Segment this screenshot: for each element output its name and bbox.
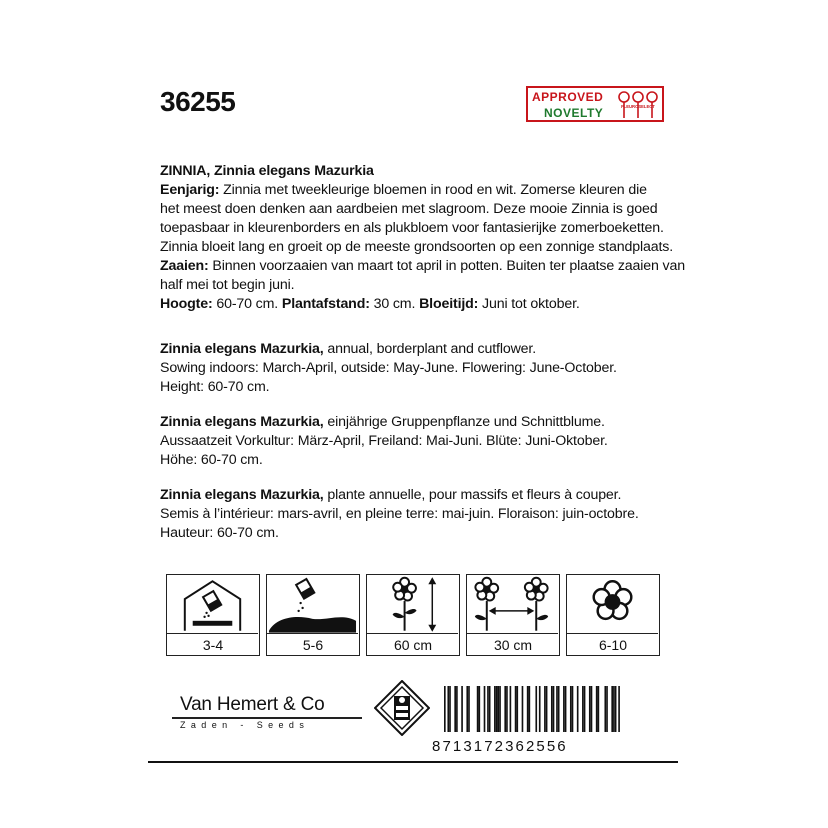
dutch-line-2: het meest doen denken aan aardbeien met slagroom. Deze mooie Zinnia is goed <box>160 201 658 217</box>
barcode-bar <box>572 686 574 732</box>
german-line-1: einjährige Gruppenpflanze und Schnittblume. <box>323 414 605 430</box>
barcode-bar <box>484 686 486 732</box>
french-line-1: plante annuelle, pour massifs et fleurs à couper. <box>323 487 622 503</box>
barcode-bar <box>584 686 586 732</box>
dutch-line-6: half mei tot begin juni. <box>160 277 295 293</box>
outdoor-sowing-icon <box>267 575 358 634</box>
barcode-bar <box>570 686 572 732</box>
german-name: Zinnia elegans Mazurkia, <box>160 414 324 430</box>
barcode-bar <box>582 686 584 732</box>
german-line-2: Aussaatzeit Vorkultur: März-April, Freiland: Mai-Juni. Blüte: Juni-Oktober. <box>160 433 608 449</box>
barcode-bar <box>551 686 553 732</box>
dutch-spacing-label: Plantafstand: <box>281 296 370 312</box>
barcode-bar <box>487 686 489 732</box>
barcode-bar <box>529 686 531 732</box>
barcode-bar <box>447 686 449 732</box>
badge-approved-text: APPROVED <box>532 90 604 104</box>
article-number: 36255 <box>160 86 236 117</box>
barcode-bar <box>535 686 537 732</box>
barcode-bar <box>456 686 458 732</box>
brand-divider <box>172 717 362 719</box>
approved-novelty-badge <box>526 86 664 122</box>
indoor-sowing-label: 3-4 <box>202 637 224 653</box>
outdoor-sowing-box <box>266 574 360 656</box>
barcode-bar <box>618 686 620 732</box>
flowering-box <box>566 574 660 656</box>
brand-logo <box>168 690 366 732</box>
barcode-digits: 8713172362556 <box>432 738 568 755</box>
growing-info-icons <box>166 574 662 656</box>
certification-diamond-icon <box>374 680 430 736</box>
barcode-bar <box>489 686 491 732</box>
barcode-bar <box>479 686 481 732</box>
barcode-bar <box>553 686 555 732</box>
barcode-bar <box>494 686 496 732</box>
dutch-sowing-label: Zaaien: <box>160 258 209 274</box>
dutch-spacing-value: 30 cm. <box>369 296 420 312</box>
barcode-bar <box>477 686 479 732</box>
barcode-bar <box>515 686 517 732</box>
barcode-bar <box>558 686 560 732</box>
plant-spacing-label: 30 cm <box>493 637 533 653</box>
dutch-line-3: toepasbaar in kleurenborders en als plukbloem voor fantasierijke zomerboeketten. <box>160 220 664 236</box>
barcode-bar <box>506 686 508 732</box>
barcode-bar <box>516 686 518 732</box>
barcode-bar <box>496 686 498 732</box>
german-line-3: Höhe: 60-70 cm. <box>160 452 263 468</box>
barcode-bar <box>510 686 512 732</box>
outdoor-sowing-label: 5-6 <box>302 637 324 653</box>
barcode-bar <box>596 686 598 732</box>
french-description <box>160 486 680 543</box>
indoor-sowing-icon <box>167 575 258 634</box>
english-line-2: Sowing indoors: March-April, outside: May-June. Flowering: June-October. <box>160 360 617 376</box>
dutch-annual-label: Eenjarig: <box>160 182 220 198</box>
dutch-line-4: Zinnia bloeit lang en groeit op de meeste grondsoorten op een zonnige standplaats. <box>160 239 674 255</box>
barcode-bar <box>461 686 463 732</box>
dutch-description <box>160 162 685 314</box>
barcode-bar <box>565 686 567 732</box>
plant-height-label: 60 cm <box>393 637 433 653</box>
barcode-bar <box>504 686 506 732</box>
barcode-bar <box>539 686 541 732</box>
flowering-icon <box>567 575 658 634</box>
barcode-bar <box>522 686 524 732</box>
indoor-sowing-box <box>166 574 260 656</box>
barcode-bar <box>454 686 456 732</box>
barcode-bar <box>444 686 446 732</box>
english-name: Zinnia elegans Mazurkia, <box>160 341 324 357</box>
badge-novelty-text: NOVELTY <box>544 106 604 120</box>
barcode-bar <box>527 686 529 732</box>
french-line-2: Semis à l’intérieur: mars-avril, en pleine terre: mai-juin. Floraison: juin-octobre. <box>160 506 639 522</box>
french-line-3: Hauteur: 60-70 cm. <box>160 525 279 541</box>
dutch-height-value: 60-70 cm. <box>212 296 282 312</box>
plant-height-icon <box>367 575 458 634</box>
barcode-bar <box>468 686 470 732</box>
french-name: Zinnia elegans Mazurkia, <box>160 487 324 503</box>
english-line-3: Height: 60-70 cm. <box>160 379 270 395</box>
barcode-bar <box>497 686 499 732</box>
english-line-1: annual, borderplant and cutflower. <box>323 341 536 357</box>
brand-tagline: Zaden - Seeds <box>180 720 310 730</box>
dutch-line-5: Binnen voorzaaien van maart tot april in potten. Buiten ter plaatse zaaien van <box>208 258 685 274</box>
barcode-bar <box>604 686 606 732</box>
dutch-line-1: Zinnia met tweekleurige bloemen in rood en wit. Zomerse kleuren die <box>219 182 647 198</box>
barcode-bar <box>449 686 451 732</box>
dutch-title: ZINNIA, Zinnia elegans Mazurkia <box>160 163 374 179</box>
barcode-bar <box>606 686 608 732</box>
barcode-bar <box>598 686 600 732</box>
barcode-bar <box>466 686 468 732</box>
barcode <box>444 686 620 732</box>
fleuroselect-logo-icon <box>614 88 662 122</box>
brand-name: Van Hemert & Co <box>180 694 325 715</box>
dutch-bloom-label: Bloeitijd: <box>419 296 479 312</box>
barcode-bar <box>499 686 501 732</box>
bottom-rule <box>148 761 678 763</box>
barcode-bar <box>589 686 591 732</box>
german-description <box>160 413 680 470</box>
barcode-bar <box>563 686 565 732</box>
barcode-bar <box>611 686 613 732</box>
barcode-bar <box>615 686 617 732</box>
english-description <box>160 340 680 397</box>
barcode-bar <box>556 686 558 732</box>
barcode-bar <box>577 686 579 732</box>
barcode-bar <box>613 686 615 732</box>
flowering-label: 6-10 <box>598 637 628 653</box>
barcode-bar <box>546 686 548 732</box>
plant-spacing-box <box>466 574 560 656</box>
plant-height-box <box>366 574 460 656</box>
dutch-height-label: Hoogte: <box>160 296 213 312</box>
dutch-bloom-value: Juni tot oktober. <box>478 296 580 312</box>
barcode-bar <box>591 686 593 732</box>
plant-spacing-icon <box>467 575 558 634</box>
barcode-bar <box>544 686 546 732</box>
fleuroselect-logo-text: FLEUROSELECT <box>621 104 655 109</box>
